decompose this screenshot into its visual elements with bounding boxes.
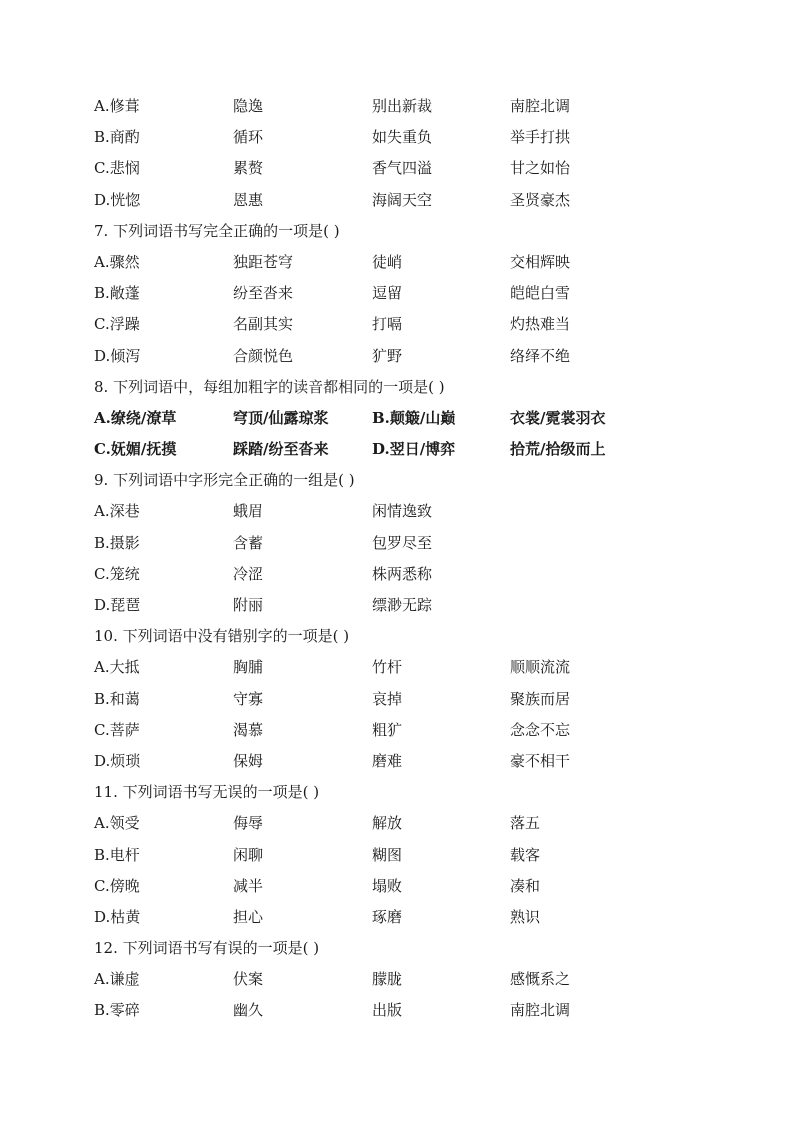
option-word: 交相辉映 — [510, 252, 571, 271]
option-word: 闲聊 — [233, 845, 264, 864]
option-pair: D.翌日/博弈 — [372, 440, 456, 459]
option-word: 熟识 — [510, 907, 541, 926]
question-list — [94, 91, 714, 1027]
option-label: A.骤然 — [94, 252, 140, 271]
option-row — [94, 341, 714, 372]
option-word: 如失重负 — [372, 128, 433, 147]
option-word: 逗留 — [372, 284, 403, 303]
option-row — [94, 434, 714, 465]
option-word: 磨难 — [372, 751, 403, 770]
question-stem — [94, 777, 714, 808]
option-word: 糊图 — [372, 845, 403, 864]
option-word: 海阔天空 — [372, 190, 433, 209]
option-label: B.零碎 — [94, 1001, 140, 1020]
option-word: 侮辱 — [233, 814, 264, 833]
option-word: 南腔北调 — [510, 97, 571, 115]
option-word: 循环 — [233, 128, 264, 147]
option-word: 冷涩 — [233, 564, 264, 583]
option-word: 缥渺无踪 — [372, 596, 433, 614]
option-row — [94, 559, 714, 590]
option-word: 顺顺流流 — [510, 658, 571, 677]
option-word: 竹杆 — [372, 658, 403, 677]
option-word: 皑皑白雪 — [510, 284, 571, 303]
option-pair: 衣裳/霓裳羽衣 — [510, 408, 606, 427]
question-text: 10. 下列词语中没有错别字的一项是( ) — [94, 627, 350, 646]
option-row — [94, 590, 714, 621]
option-label: A.深巷 — [94, 502, 140, 521]
option-word: 闲情逸致 — [372, 502, 433, 521]
option-row — [94, 122, 714, 153]
option-word: 举手打拱 — [510, 128, 571, 147]
option-word: 守寡 — [233, 689, 264, 708]
option-word: 朦胧 — [372, 970, 403, 989]
option-word: 香气四溢 — [372, 159, 433, 178]
option-word: 隐逸 — [233, 97, 264, 115]
option-word: 念念不忘 — [510, 720, 571, 739]
option-word: 徒峭 — [372, 252, 403, 271]
option-row — [94, 309, 714, 340]
option-word: 载客 — [510, 845, 541, 864]
option-label: D.恍惚 — [94, 190, 141, 209]
option-row — [94, 746, 714, 777]
question-text: 12. 下列词语书写有误的一项是( ) — [94, 939, 320, 958]
option-word: 伏案 — [233, 970, 264, 989]
option-label: D.烦琐 — [94, 751, 141, 770]
question-stem — [94, 216, 714, 247]
option-row — [94, 684, 714, 715]
option-row — [94, 247, 714, 278]
option-label: D.琵琶 — [94, 596, 141, 614]
question-stem — [94, 933, 714, 964]
option-word: 圣贤豪杰 — [510, 190, 571, 209]
option-pair: A.缭绕/潦草 — [94, 408, 177, 427]
option-word: 减半 — [233, 876, 264, 895]
option-word: 络绎不绝 — [510, 346, 571, 365]
option-pair: 穹顶/仙露琼浆 — [233, 408, 329, 427]
option-word: 胸脯 — [233, 658, 264, 677]
option-word: 出版 — [372, 1001, 403, 1020]
option-word: 渴慕 — [233, 720, 264, 739]
option-word: 解放 — [372, 814, 403, 833]
option-word: 幽久 — [233, 1001, 264, 1020]
question-text: 8. 下列词语中，每组加粗字的读音都相同的一项是( ) — [94, 377, 445, 396]
option-word: 蛾眉 — [233, 502, 264, 521]
question-text: 11. 下列词语书写无误的一项是( ) — [94, 783, 320, 802]
option-row — [94, 840, 714, 871]
option-word: 担心 — [233, 907, 264, 926]
option-row — [94, 91, 714, 122]
option-word: 犷野 — [372, 346, 403, 365]
question-text: 7. 下列词语书写完全正确的一项是( ) — [94, 221, 340, 240]
option-label: B.电杆 — [94, 845, 140, 864]
option-word: 琢磨 — [372, 907, 403, 926]
option-word: 甘之如怡 — [510, 159, 571, 178]
option-word: 包罗尽至 — [372, 533, 433, 552]
option-word: 灼热难当 — [510, 315, 571, 334]
option-label: C.笼统 — [94, 564, 140, 583]
option-row — [94, 902, 714, 933]
option-label: A.谦虚 — [94, 970, 140, 989]
option-word: 打嗝 — [372, 315, 403, 334]
option-label: D.倾泻 — [94, 346, 141, 365]
option-label: B.敞蓬 — [94, 284, 140, 303]
option-word: 保姆 — [233, 751, 264, 770]
option-row — [94, 185, 714, 216]
option-row — [94, 995, 714, 1026]
option-label: D.枯黄 — [94, 907, 141, 926]
option-word: 累赘 — [233, 159, 264, 178]
option-word: 独距苍穹 — [233, 252, 294, 271]
option-pair: 拾荒/拾级而上 — [510, 440, 606, 459]
option-row — [94, 715, 714, 746]
option-word: 感慨系之 — [510, 970, 571, 989]
option-row — [94, 403, 714, 434]
option-label: C.傍晚 — [94, 876, 140, 895]
option-label: A.修葺 — [94, 97, 140, 115]
option-label: B.摄影 — [94, 533, 140, 552]
option-row — [94, 496, 714, 527]
option-word: 豪不相干 — [510, 751, 571, 770]
question-stem — [94, 621, 714, 652]
question-stem — [94, 372, 714, 403]
option-pair: C.妩媚/抚摸 — [94, 440, 177, 459]
option-word: 粗犷 — [372, 720, 403, 739]
option-row — [94, 964, 714, 995]
option-word: 纷至沓来 — [233, 284, 294, 303]
option-label: C.浮躁 — [94, 315, 140, 334]
option-word: 含蓄 — [233, 533, 264, 552]
option-word: 合颜悦色 — [233, 346, 294, 365]
question-text: 9. 下列词语中字形完全正确的一组是( ) — [94, 471, 355, 490]
option-word: 哀掉 — [372, 689, 403, 708]
option-row — [94, 278, 714, 309]
option-label: B.和蔼 — [94, 689, 140, 708]
option-label: C.悲悯 — [94, 159, 140, 178]
option-word: 塌败 — [372, 876, 403, 895]
option-row — [94, 871, 714, 902]
option-word: 落五 — [510, 814, 541, 833]
option-pair: 踩踏/纷至沓来 — [233, 440, 329, 459]
option-label: A.领受 — [94, 814, 140, 833]
option-word: 别出新裁 — [372, 97, 433, 115]
option-word: 南腔北调 — [510, 1001, 571, 1020]
option-word: 名副其实 — [233, 315, 294, 334]
option-row — [94, 528, 714, 559]
option-label: C.菩萨 — [94, 720, 140, 739]
question-stem — [94, 465, 714, 496]
option-pair: B.颠簸/山巅 — [372, 408, 456, 427]
option-label: B.商酌 — [94, 128, 140, 147]
option-row — [94, 153, 714, 184]
option-word: 株两悉称 — [372, 564, 433, 583]
option-word: 凑和 — [510, 876, 541, 895]
option-word: 附丽 — [233, 596, 264, 614]
option-word: 恩惠 — [233, 190, 264, 209]
option-row — [94, 808, 714, 839]
option-row — [94, 652, 714, 683]
option-word: 聚族而居 — [510, 689, 571, 708]
option-label: A.大抵 — [94, 658, 140, 677]
